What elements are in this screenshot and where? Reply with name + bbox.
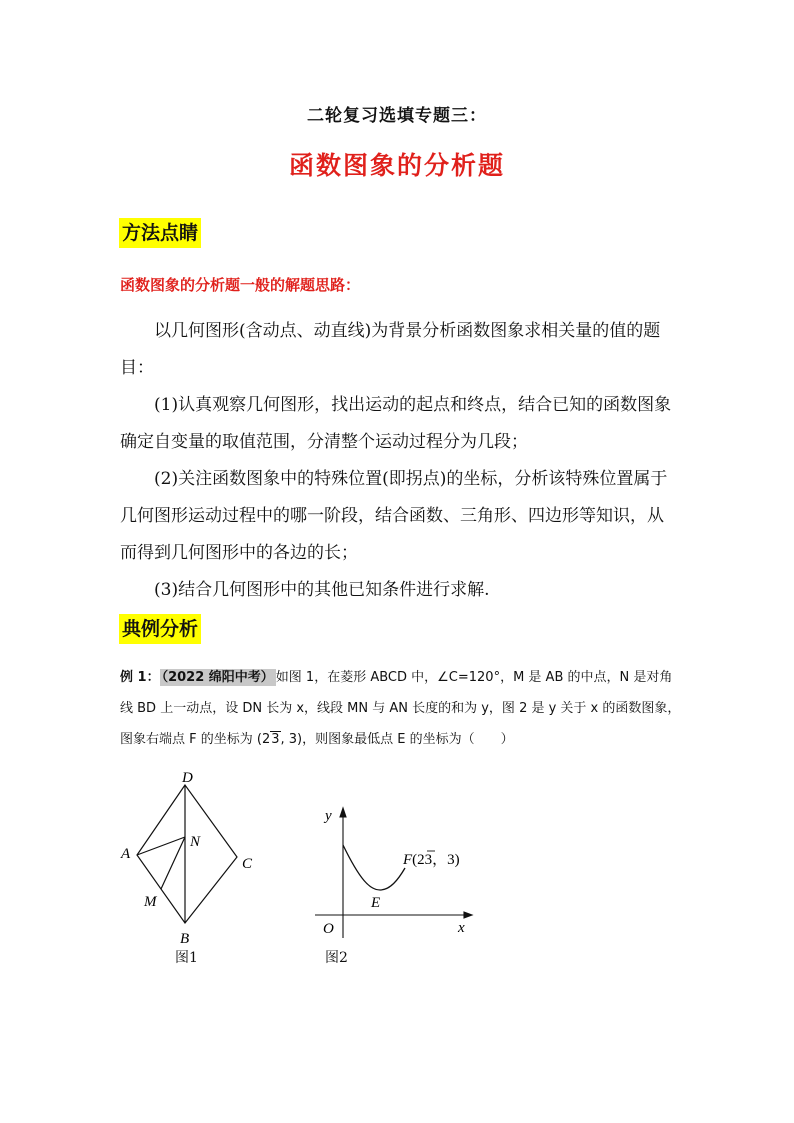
method-step-3: (3)结合几何图形中的其他已知条件进行求解. <box>154 580 490 600</box>
page-title: 函数图象的分析题 <box>288 151 505 180</box>
label-a: A <box>121 846 131 862</box>
label-b: B <box>180 931 190 947</box>
figure-2-graph <box>310 800 490 950</box>
label-n: N <box>190 834 201 850</box>
example-1-text <box>120 662 685 755</box>
example-body-b: , 3)，则图象最低点 E 的坐标为（ ） <box>280 732 514 747</box>
label-c: C <box>242 856 253 872</box>
method-intro: 以几何图形(含动点、动直线)为背景分析函数图象求相关量的值的题目： <box>120 321 661 378</box>
page-subtitle: 二轮复习选填专题三： <box>307 106 487 126</box>
figure-1-caption: 图1 <box>175 950 198 966</box>
sqrt-radical: 3 <box>271 732 280 747</box>
label-y: y <box>325 808 332 824</box>
section-heading-examples: 典例分析 <box>119 614 201 644</box>
y-axis-arrow <box>340 808 346 817</box>
method-heading: 函数图象的分析题一般的解题思路： <box>120 276 361 294</box>
source-tag: （2022 绵阳中考） <box>161 670 274 685</box>
method-step-2: (2)关注函数图象中的特殊位置(即拐点)的坐标，分析该特殊位置属于几何图形运动过程中的哪一阶段，结合函数、三角形、四边形等知识，从而得到几何图形中的各边的长； <box>120 469 668 563</box>
f-coord-sqrt: 3 <box>424 852 433 868</box>
method-step-1: (1)认真观察几何图形，找出运动的起点和终点，结合已知的函数图象确定自变量的取值范围，分清整个运动过程分为几段； <box>120 395 672 452</box>
label-o: O <box>323 921 334 937</box>
label-d: D <box>182 770 193 786</box>
label-m: M <box>144 894 157 910</box>
function-curve <box>343 845 405 890</box>
section-heading-method: 方法点睛 <box>119 218 201 248</box>
label-f <box>402 852 460 868</box>
label-f-letter: F <box>403 852 413 868</box>
f-coord-b: ，3) <box>432 852 460 868</box>
label-x: x <box>458 920 465 936</box>
figure-2-caption: 图2 <box>325 950 348 966</box>
example-label: 例 1： <box>120 670 160 685</box>
example-body-a: 如图 1，在菱形 ABCD 中，∠C=120°，M 是 AB 的中点，N 是对角线 BD 上一动点，设 DN 长为 x，线段 MN 与 AN 长度的和为 y，图 2 是 y 关于 x 的函数图象，图象右端点 F 的坐标为 (2 <box>120 670 681 747</box>
label-e: E <box>371 895 381 911</box>
f-coord-a: (2 <box>412 852 425 868</box>
figure-1-rhombus <box>110 765 280 965</box>
x-axis-arrow <box>464 912 472 918</box>
